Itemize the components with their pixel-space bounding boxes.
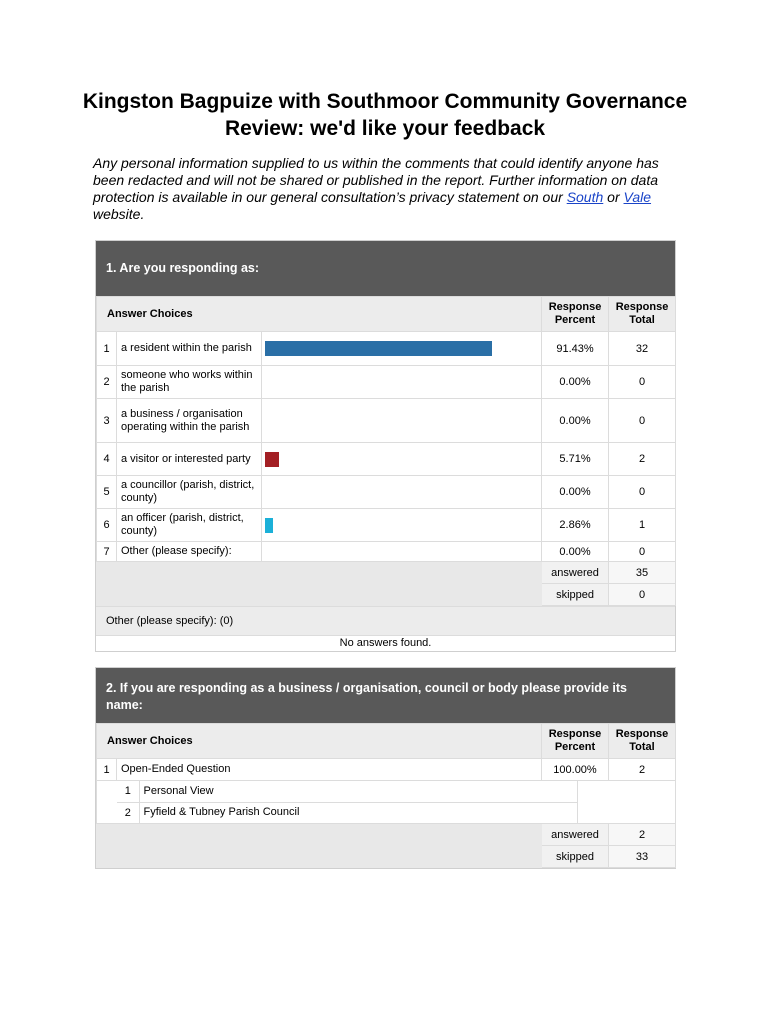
question-1-section <box>95 240 676 652</box>
row-label: an officer (parish, district, county) <box>117 509 262 542</box>
skipped-label: skipped <box>542 846 609 868</box>
response-bar <box>265 518 273 533</box>
row-label: a councillor (parish, district, county) <box>117 476 262 509</box>
answers-container-row <box>97 781 676 824</box>
bar-cell <box>262 332 542 366</box>
table-header-row <box>97 724 676 759</box>
question-2-table <box>96 723 676 868</box>
row-percent: 2.86% <box>542 509 609 542</box>
table-header-row <box>97 297 676 332</box>
answers-list <box>117 781 578 823</box>
table-row <box>97 399 676 443</box>
row-number: 4 <box>97 443 117 476</box>
row-total: 0 <box>609 476 676 509</box>
row-number: 5 <box>97 476 117 509</box>
response-bar <box>265 341 492 356</box>
answered-row <box>97 562 676 584</box>
table-row <box>97 332 676 366</box>
table-row <box>97 476 676 509</box>
table-row <box>97 443 676 476</box>
south-link[interactable]: South <box>566 189 604 205</box>
row-label: a visitor or interested party <box>117 443 262 476</box>
row-percent: 0.00% <box>542 542 609 562</box>
row-label: someone who works within the parish <box>117 366 262 399</box>
row-total: 32 <box>609 332 676 366</box>
bar-cell <box>262 399 542 443</box>
row-total: 0 <box>609 399 676 443</box>
skipped-row <box>97 584 676 606</box>
row-percent: 91.43% <box>542 332 609 366</box>
skipped-row <box>97 846 676 868</box>
answered-count: 35 <box>609 562 676 584</box>
row-total: 0 <box>609 542 676 562</box>
answer-number: 2 <box>117 802 139 823</box>
bar-cell <box>262 542 542 562</box>
table-row <box>97 759 676 781</box>
row-number: 7 <box>97 542 117 562</box>
table-row <box>97 509 676 542</box>
answer-number: 1 <box>117 781 139 802</box>
response-total-header: Response Total <box>609 724 676 759</box>
bar-cell <box>262 443 542 476</box>
question-2-section <box>95 667 676 869</box>
row-percent: 5.71% <box>542 443 609 476</box>
table-row <box>97 542 676 562</box>
intro-text: Any personal information supplied to us within the comments that could identify anyone has been redacted and will not be shared or published in the report. Further information on data protection is available in our general consultation’s privacy statement on our <box>93 155 659 205</box>
row-percent: 0.00% <box>542 476 609 509</box>
skipped-label: skipped <box>542 584 609 606</box>
list-item <box>117 781 577 802</box>
answer-choices-header: Answer Choices <box>97 297 542 332</box>
answer-text: Personal View <box>139 781 577 802</box>
intro-text-middle: or <box>603 189 624 205</box>
answered-count: 2 <box>609 824 676 846</box>
list-item <box>117 802 577 823</box>
row-label: a resident within the parish <box>117 332 262 366</box>
question-2-heading: 2. If you are responding as a business / organisation, council or body please provide its name: <box>96 668 675 723</box>
row-percent: 0.00% <box>542 366 609 399</box>
table-row <box>97 366 676 399</box>
bar-cell <box>262 509 542 542</box>
row-label: Other (please specify): <box>117 542 262 562</box>
row-total: 1 <box>609 509 676 542</box>
other-specify-heading: Other (please specify): (0) <box>96 606 675 635</box>
intro-text-end: website. <box>93 206 145 222</box>
row-percent: 100.00% <box>542 759 609 781</box>
answered-label: answered <box>542 562 609 584</box>
row-total: 2 <box>609 443 676 476</box>
question-1-table <box>96 296 676 606</box>
no-answers-text: No answers found. <box>96 635 675 651</box>
row-label: Open-Ended Question <box>117 759 542 781</box>
vale-link[interactable]: Vale <box>623 189 652 205</box>
row-label: a business / organisation operating within the parish <box>117 399 262 443</box>
skipped-count: 33 <box>609 846 676 868</box>
row-total: 0 <box>609 366 676 399</box>
answer-text: Fyfield & Tubney Parish Council <box>139 802 577 823</box>
answer-choices-header: Answer Choices <box>97 724 542 759</box>
page-title: Kingston Bagpuize with Southmoor Community Governance Review: we'd like your feedback <box>82 90 688 140</box>
response-percent-header: Response Percent <box>542 297 609 332</box>
row-total: 2 <box>609 759 676 781</box>
intro-paragraph <box>93 155 683 223</box>
row-percent: 0.00% <box>542 399 609 443</box>
answered-label: answered <box>542 824 609 846</box>
answered-row <box>97 824 676 846</box>
row-number: 1 <box>97 759 117 781</box>
row-number: 6 <box>97 509 117 542</box>
skipped-count: 0 <box>609 584 676 606</box>
question-1-heading: 1. Are you responding as: <box>96 241 675 296</box>
bar-cell <box>262 366 542 399</box>
row-number: 1 <box>97 332 117 366</box>
row-number: 2 <box>97 366 117 399</box>
bar-cell <box>262 476 542 509</box>
response-total-header: Response Total <box>609 297 676 332</box>
response-bar <box>265 452 279 467</box>
response-percent-header: Response Percent <box>542 724 609 759</box>
row-number: 3 <box>97 399 117 443</box>
